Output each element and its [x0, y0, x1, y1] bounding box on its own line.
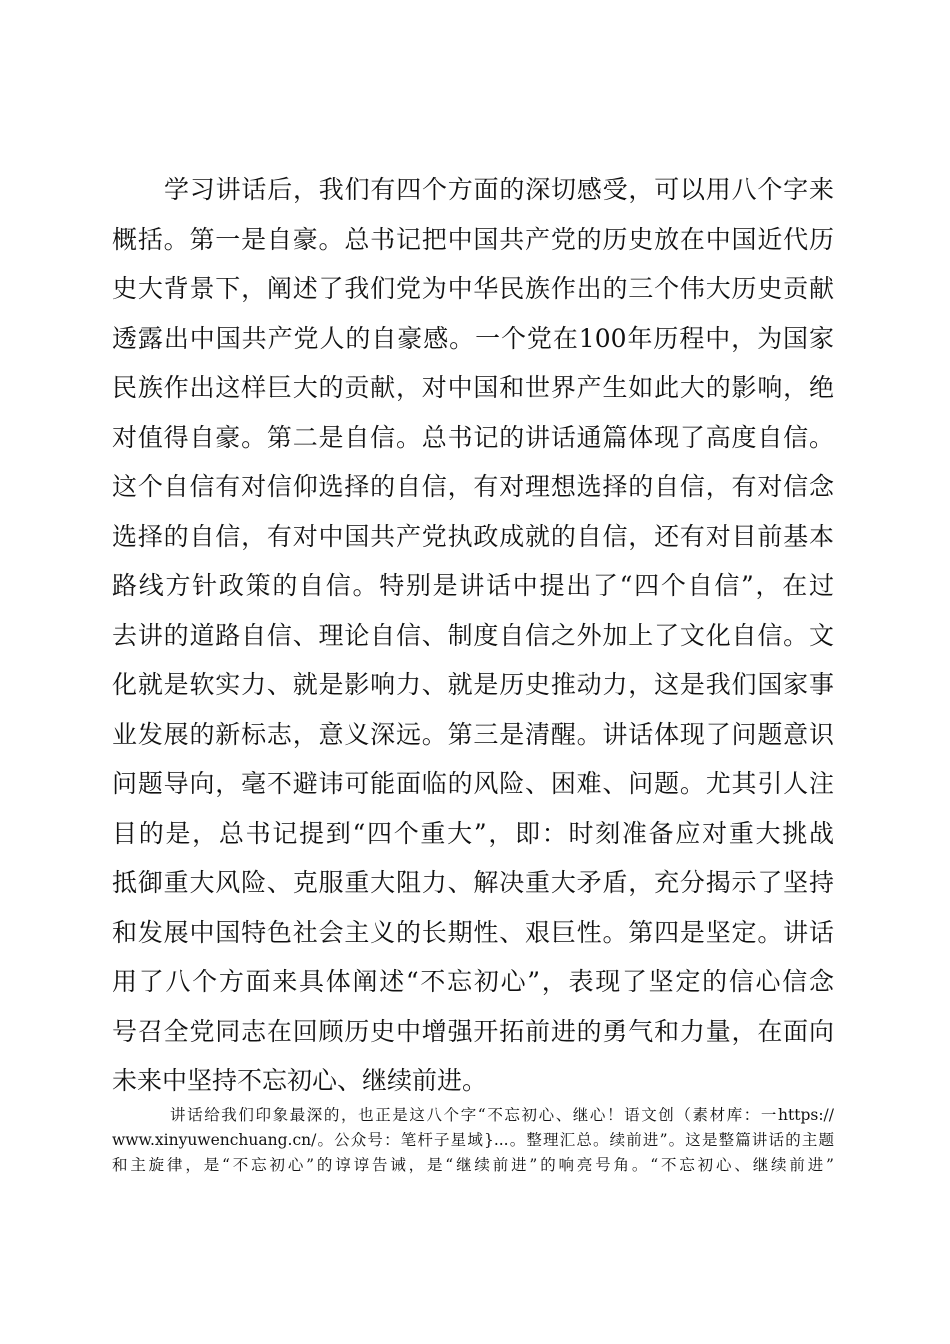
footnote-line: 讲话给我们印象最深的，也正是这八个字“不忘初心、继心！语文创（素材库：一https:// — [170, 1106, 834, 1124]
body-line: 学习讲话后，我们有四个方面的深切感受，可以用八个字来 — [164, 175, 834, 204]
footnote-line: www.xinyuwenchuang.cn/。公众号：笔杆子星域}...。整理汇总。续前进”。这是整篇讲话的主题 — [112, 1131, 834, 1149]
body-line: 号召全党同志在回顾历史中增强开拓前进的勇气和力量，在面向 — [112, 1016, 834, 1046]
body-line: 问题导向，毫不避讳可能面临的风险、困难、问题。尤其引人注 — [112, 769, 834, 798]
body-line: 史大背景下，阐述了我们党为中华民族作出的三个伟大历史贡献 — [112, 274, 834, 303]
body-line: 和发展中国特色社会主义的长期性、艰巨性。第四是坚定。讲话 — [112, 917, 834, 947]
body-line: 民族作出这样巨大的贡献，对中国和世界产生如此大的影响，绝 — [112, 373, 834, 402]
body-line: 这个自信有对信仰选择的自信，有对理想选择的自信，有对信念 — [112, 472, 834, 501]
body-line: 用了八个方面来具体阐述“不忘初心”，表现了坚定的信心信念 — [112, 967, 834, 996]
body-line: 选择的自信，有对中国共产党执政成就的自信，还有对目前基本 — [112, 521, 834, 551]
footnote-paragraph — [112, 1103, 834, 1178]
body-line: 对值得自豪。第二是自信。总书记的讲话通篇体现了高度自信。 — [112, 422, 834, 452]
footnote-line: 和主旋律，是“不忘初心”的谆谆告诫，是“继续前进”的响亮号角。“不忘初心、继续前进” — [112, 1156, 834, 1174]
body-line: 概括。第一是自豪。总书记把中国共产党的历史放在中国近代历 — [112, 224, 834, 254]
body-paragraph — [112, 165, 834, 1106]
body-line: 去讲的道路自信、理论自信、制度自信之外加上了文化自信。文 — [112, 620, 834, 650]
body-line: 路线方针政策的自信。特别是讲话中提出了“四个自信”，在过 — [112, 571, 834, 600]
body-line: 透露出中国共产党人的自豪感。一个党在100年历程中，为国家 — [112, 323, 834, 353]
body-line: 未来中坚持不忘初心、继续前进。 — [112, 1066, 488, 1095]
body-line: 业发展的新标志，意义深远。第三是清醒。讲话体现了问题意识 — [112, 719, 834, 749]
body-line: 抵御重大风险、克服重大阻力、解决重大矛盾，充分揭示了坚持 — [112, 868, 834, 897]
body-line: 目的是，总书记提到“四个重大”，即：时刻准备应对重大挑战 — [112, 818, 834, 848]
body-line: 化就是软实力、就是影响力、就是历史推动力，这是我们国家事 — [112, 670, 834, 699]
